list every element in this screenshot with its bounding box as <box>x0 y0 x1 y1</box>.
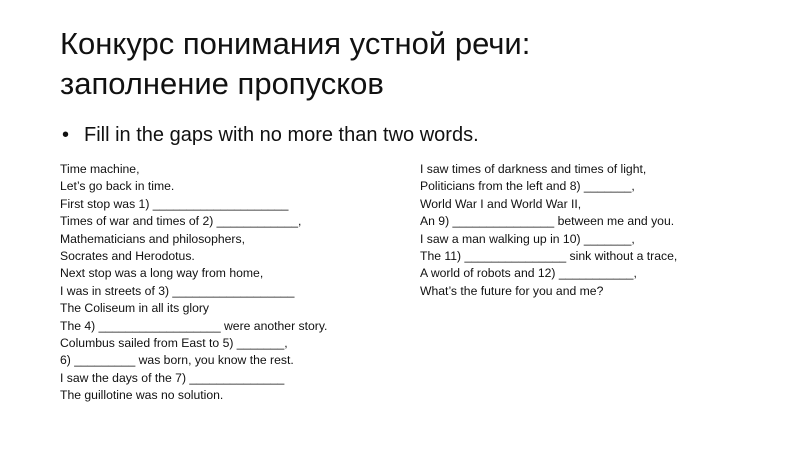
lyric-line: Time machine, <box>60 162 140 176</box>
title-line-2: заполнение пропусков <box>60 66 384 101</box>
lyric-line: I was in streets of 3) __________________ <box>60 283 295 298</box>
lyric-line: World War I and World War II, <box>420 196 582 211</box>
lyric-line: Let’s go back in time. <box>60 179 175 194</box>
lyric-line: 6) _________ was born, you know the rest. <box>60 353 294 368</box>
lyric-line: The guillotine was no solution. <box>60 388 224 403</box>
lyric-line: Politicians from the left and 8) _______, <box>420 179 635 194</box>
lyric-line: I saw a man walking up in 10) _______, <box>420 231 635 246</box>
instruction-text: Fill in the gaps with no more than two words. <box>84 124 479 146</box>
lyric-line: Times of war and times of 2) ____________, <box>60 214 302 229</box>
slide-title <box>60 24 760 104</box>
title-line-1: Конкурс понимания устной речи: <box>60 26 531 61</box>
lyric-line: A world of robots and 12) ___________, <box>420 266 637 281</box>
lyric-line: An 9) _______________ between me and you. <box>420 214 675 229</box>
lyric-line: Next stop was a long way from home, <box>60 266 264 281</box>
lyric-line: The 11) _______________ sink without a trace, <box>420 249 678 264</box>
lyric-line: Columbus sailed from East to 5) _______, <box>60 336 288 351</box>
instruction-bullet <box>62 122 479 148</box>
lyric-line: Mathematicians and philosophers, <box>60 231 245 246</box>
lyric-line: I saw times of darkness and times of light, <box>420 162 647 176</box>
lyric-line: The 4) __________________ were another story. <box>60 318 328 333</box>
lyric-line: I saw the days of the 7) ______________ <box>60 370 285 385</box>
lyric-line: The Coliseum in all its glory <box>60 301 210 316</box>
lyric-line: Socrates and Herodotus. <box>60 249 195 264</box>
lyrics-right-column <box>420 161 677 300</box>
lyric-line: What’s the future for you and me? <box>420 283 604 298</box>
bullet-dot-icon: • <box>62 124 70 146</box>
lyric-line: First stop was 1) ____________________ <box>60 196 289 211</box>
lyrics-left-column <box>60 161 327 405</box>
